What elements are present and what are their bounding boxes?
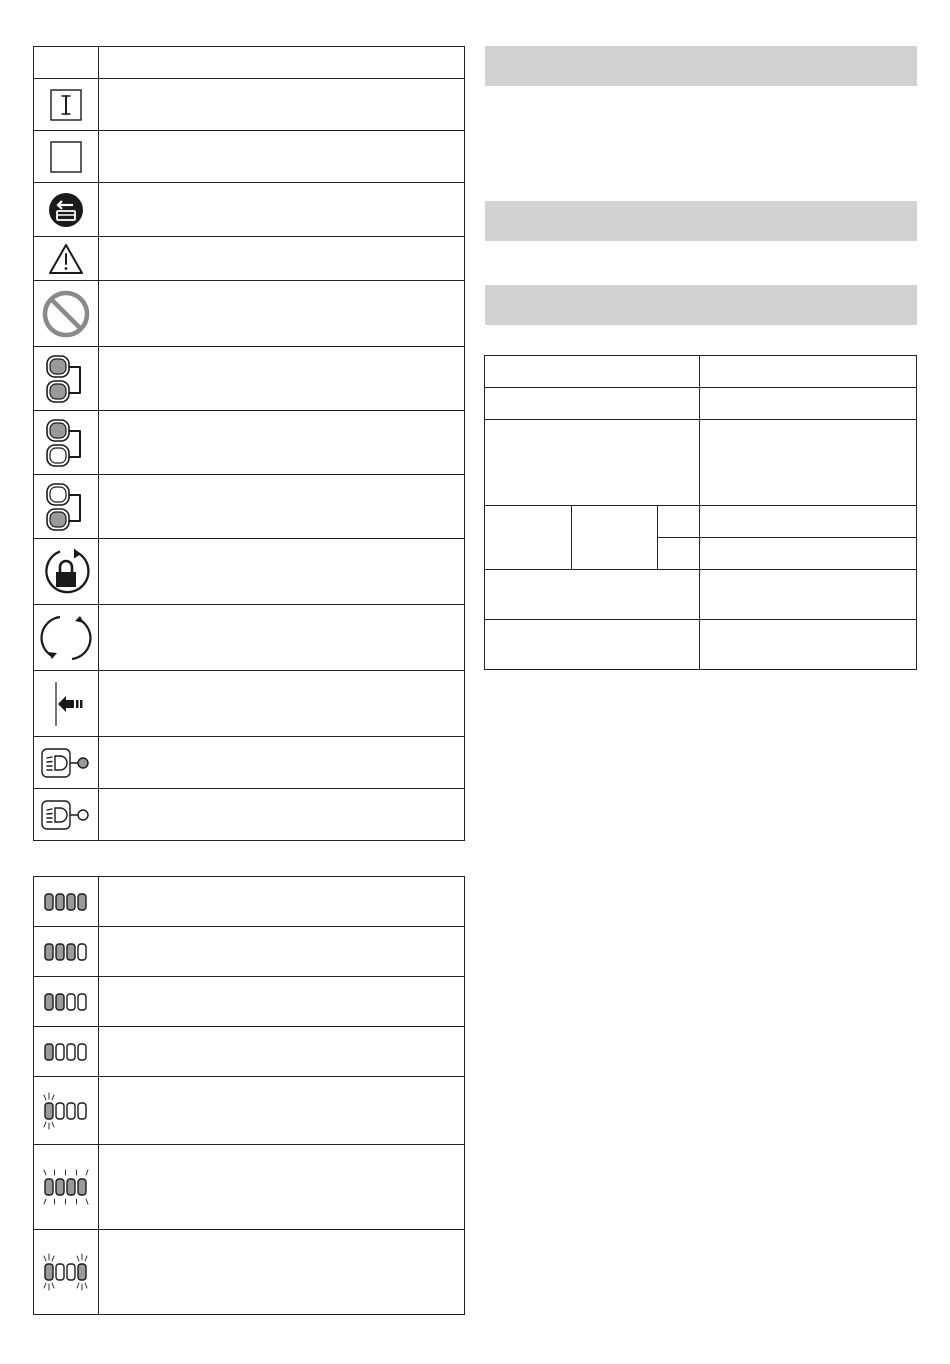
- dual-led-top-on-icon: [34, 417, 98, 469]
- spec-value: [700, 620, 917, 670]
- table-row: [34, 475, 465, 539]
- spec-label: [485, 420, 700, 506]
- dual-led-bottom-on-icon: [34, 481, 98, 533]
- battery-description: [99, 1145, 465, 1230]
- spec-label: [485, 356, 700, 388]
- spec-label: [485, 506, 572, 570]
- battery-description: [99, 927, 465, 977]
- table-row: [485, 388, 917, 420]
- battery-1-led-blinking-icon: [34, 1091, 98, 1131]
- battery-description: [99, 1027, 465, 1077]
- battery-level-table: [33, 876, 465, 1315]
- table-row: [34, 347, 465, 411]
- battery-3-leds-icon: [34, 941, 98, 963]
- spec-value: [700, 356, 917, 388]
- symbol-description: [99, 605, 465, 671]
- description-header-cell: [99, 47, 465, 79]
- table-row: [34, 539, 465, 605]
- warning-triangle-icon: [34, 242, 98, 276]
- table-row: [34, 927, 465, 977]
- insert-battery-arrow-icon: [34, 680, 98, 728]
- spec-label: [485, 388, 700, 420]
- table-row: [485, 420, 917, 506]
- symbol-description: [99, 671, 465, 737]
- spec-value: [700, 538, 917, 570]
- symbol-description: [99, 475, 465, 539]
- table-row: [34, 737, 465, 789]
- table-row: [485, 620, 917, 670]
- symbol-description: [99, 131, 465, 183]
- table-row: [34, 1145, 465, 1230]
- battery-2-leds-icon: [34, 991, 98, 1013]
- battery-outer-leds-blinking-icon: [34, 1252, 98, 1292]
- table-row: [34, 789, 465, 841]
- rotate-arrows-icon: [34, 612, 98, 664]
- symbol-description: [99, 183, 465, 237]
- table-row: [34, 877, 465, 927]
- spec-sublabel: [572, 506, 658, 570]
- disconnect-battery-icon: [34, 191, 98, 229]
- prohibition-icon: [34, 289, 98, 339]
- symbol-description: [99, 237, 465, 281]
- table-row: [34, 1027, 465, 1077]
- lock-rotate-icon: [34, 546, 98, 598]
- table-row: [34, 131, 465, 183]
- battery-description: [99, 1077, 465, 1145]
- table-row: [34, 1077, 465, 1145]
- symbol-description: [99, 737, 465, 789]
- table-row: [485, 570, 917, 620]
- on-switch-icon: [34, 88, 98, 122]
- table-row: [485, 356, 917, 388]
- symbol-description: [99, 539, 465, 605]
- spec-label: [485, 570, 700, 620]
- symbol-description: [99, 789, 465, 841]
- table-row: [34, 671, 465, 737]
- spec-value: [700, 506, 917, 538]
- spec-value: [700, 420, 917, 506]
- work-light-on-icon: [34, 746, 98, 780]
- off-switch-icon: [34, 140, 98, 174]
- symbol-description: [99, 411, 465, 475]
- spec-label: [485, 620, 700, 670]
- spec-value: [700, 570, 917, 620]
- table-row: [34, 183, 465, 237]
- section-header-bar: [485, 201, 917, 241]
- symbols-table: [33, 46, 465, 841]
- specifications-table: [484, 355, 917, 670]
- battery-1-led-icon: [34, 1041, 98, 1063]
- battery-4-leds-icon: [34, 891, 98, 913]
- table-row: [34, 47, 465, 79]
- work-light-off-icon: [34, 798, 98, 832]
- section-header-bar: [485, 46, 917, 86]
- table-row: [34, 1230, 465, 1315]
- table-row: [34, 977, 465, 1027]
- section-header-bar: [485, 285, 917, 325]
- table-row: [34, 281, 465, 347]
- spec-unit: [658, 538, 700, 570]
- table-row: [485, 506, 917, 538]
- battery-description: [99, 1230, 465, 1315]
- battery-all-leds-blinking-icon: [34, 1167, 98, 1207]
- spec-value: [700, 388, 917, 420]
- table-row: [34, 237, 465, 281]
- symbol-description: [99, 281, 465, 347]
- battery-description: [99, 877, 465, 927]
- symbol-description: [99, 79, 465, 131]
- table-row: [34, 605, 465, 671]
- table-row: [34, 79, 465, 131]
- battery-description: [99, 977, 465, 1027]
- symbol-description: [99, 347, 465, 411]
- dual-led-both-on-icon: [34, 353, 98, 405]
- table-row: [34, 411, 465, 475]
- symbol-header-cell: [34, 47, 99, 79]
- spec-unit: [658, 506, 700, 538]
